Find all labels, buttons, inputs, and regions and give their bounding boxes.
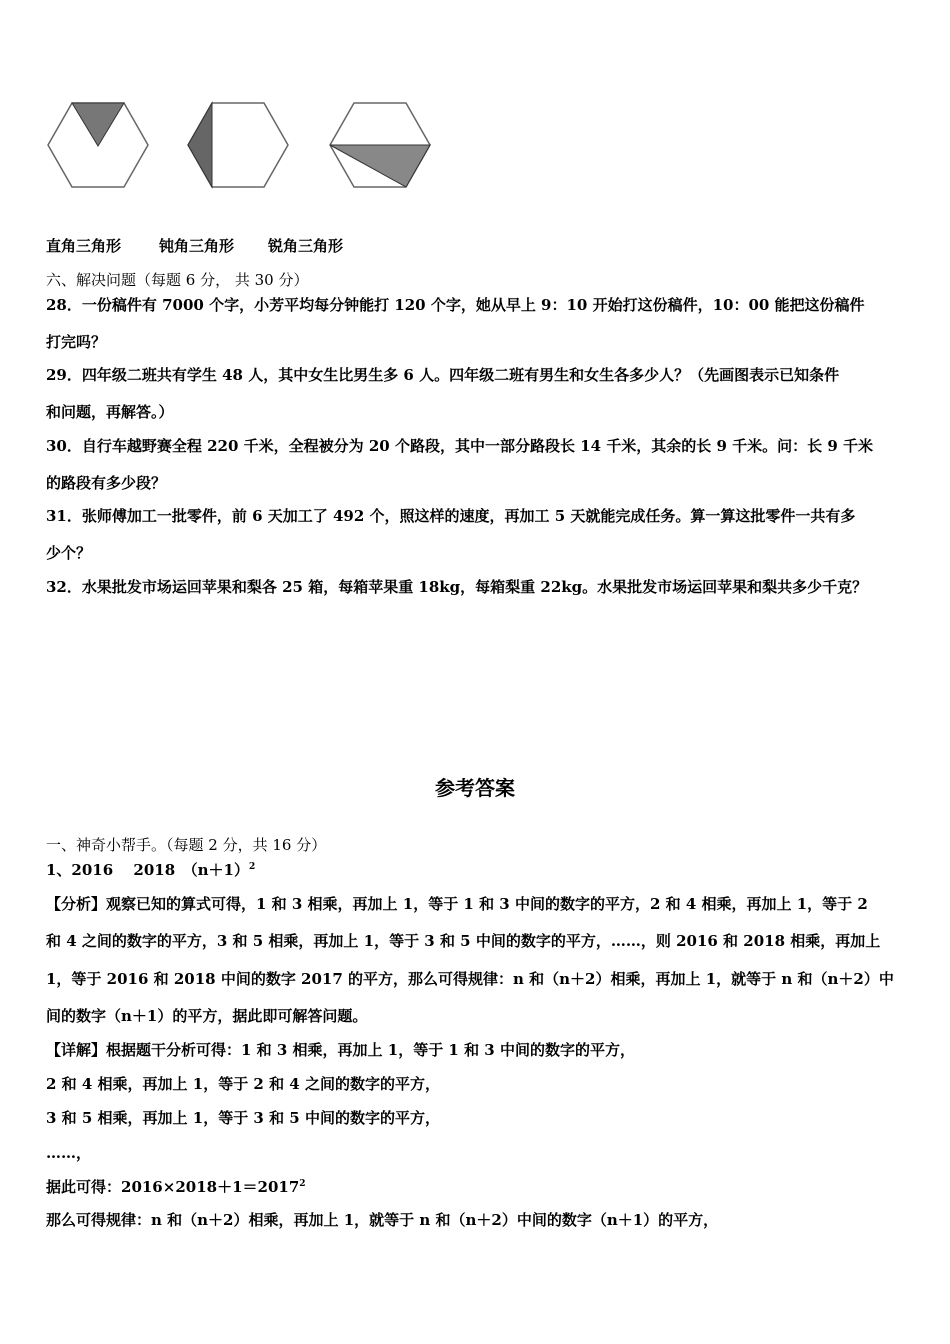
hexagon-right-triangle-figure bbox=[46, 98, 150, 192]
question-31-line2: 少个？ bbox=[46, 544, 92, 562]
detail-line5-text: 据此可得：2016×2018＋1＝2017 bbox=[46, 1178, 300, 1196]
detail-line5 bbox=[46, 1177, 306, 1197]
hexagon-figures bbox=[46, 98, 446, 193]
figure-label-obtuse: 钝角三角形 bbox=[159, 237, 235, 255]
answer-1-text: 1、2016 2018 （n＋1） bbox=[46, 861, 249, 879]
question-30-line2: 的路段有多少段？ bbox=[46, 474, 167, 492]
analysis-line4: 间的数字（n＋1）的平方，据此即可解答问题。 bbox=[46, 1007, 368, 1025]
detail-line3: 3 和 5 相乘，再加上 1，等于 3 和 5 中间的数字的平方， bbox=[46, 1109, 440, 1127]
question-28-line2: 打完吗？ bbox=[46, 333, 107, 351]
figure-label-acute: 锐角三角形 bbox=[268, 237, 344, 255]
answers-title: 参考答案 bbox=[435, 776, 515, 800]
detail-line1: 【详解】根据题干分析可得：1 和 3 相乘，再加上 1，等于 1 和 3 中间的数字的平方， bbox=[46, 1041, 635, 1059]
detail-line2: 2 和 4 相乘，再加上 1，等于 2 和 4 之间的数字的平方， bbox=[46, 1075, 440, 1093]
question-31-line1: 31．张师傅加工一批零件，前 6 天加工了 492 个，照这样的速度，再加工 5 天就能完成任务。算一算这批零件一共有多 bbox=[46, 507, 856, 525]
answer-1-exponent: 2 bbox=[249, 862, 256, 872]
hexagon-obtuse-triangle-figure bbox=[186, 98, 290, 192]
analysis-line1: 【分析】观察已知的算式可得，1 和 3 相乘，再加上 1，等于 1 和 3 中间的数字的平方，2 和 4 相乘，再加上 1，等于 2 bbox=[46, 895, 868, 913]
question-30-line1: 30．自行车越野赛全程 220 千米，全程被分为 20 个路段，其中一部分路段长 14 千米，其余的长 9 千米。问：长 9 千米 bbox=[46, 437, 874, 455]
answer-1 bbox=[46, 860, 255, 880]
figure-label-right: 直角三角形 bbox=[46, 237, 122, 255]
section1-header: 一、神奇小帮手。（每题 2 分，共 16 分） bbox=[46, 836, 327, 854]
detail-line4: ……， bbox=[46, 1144, 92, 1162]
figure-labels bbox=[46, 236, 343, 256]
analysis-line3: 1，等于 2016 和 2018 中间的数字 2017 的平方，那么可得规律：n 和（n＋2）相乘，再加上 1，就等于 n 和（n＋2）中 bbox=[46, 970, 894, 988]
section6-header: 六、解决问题（每题 6 分， 共 30 分） bbox=[46, 271, 309, 289]
detail-line6: 那么可得规律：n 和（n＋2）相乘，再加上 1，就等于 n 和（n＋2）中间的数字（n＋1）的平方， bbox=[46, 1211, 719, 1229]
question-29-line1: 29．四年级二班共有学生 48 人，其中女生比男生多 6 人。四年级二班有男生和女生各多少人？（先画图表示已知条件 bbox=[46, 366, 840, 384]
hexagon-acute-triangle-figure bbox=[328, 98, 432, 192]
analysis-line2: 和 4 之间的数字的平方，3 和 5 相乘，再加上 1，等于 3 和 5 中间的数字的平方，……，则 2016 和 2018 相乘，再加上 bbox=[46, 932, 881, 950]
detail-line5-exponent: 2 bbox=[299, 1179, 306, 1189]
question-28-line1: 28．一份稿件有 7000 个字，小芳平均每分钟能打 120 个字，她从早上 9：10 开始打这份稿件，10：00 能把这份稿件 bbox=[46, 296, 865, 314]
question-29-line2: 和问题，再解答。） bbox=[46, 403, 174, 421]
question-32-line1: 32．水果批发市场运回苹果和梨各 25 箱，每箱苹果重 18kg，每箱梨重 22kg。水果批发市场运回苹果和梨共多少千克？ bbox=[46, 578, 868, 596]
